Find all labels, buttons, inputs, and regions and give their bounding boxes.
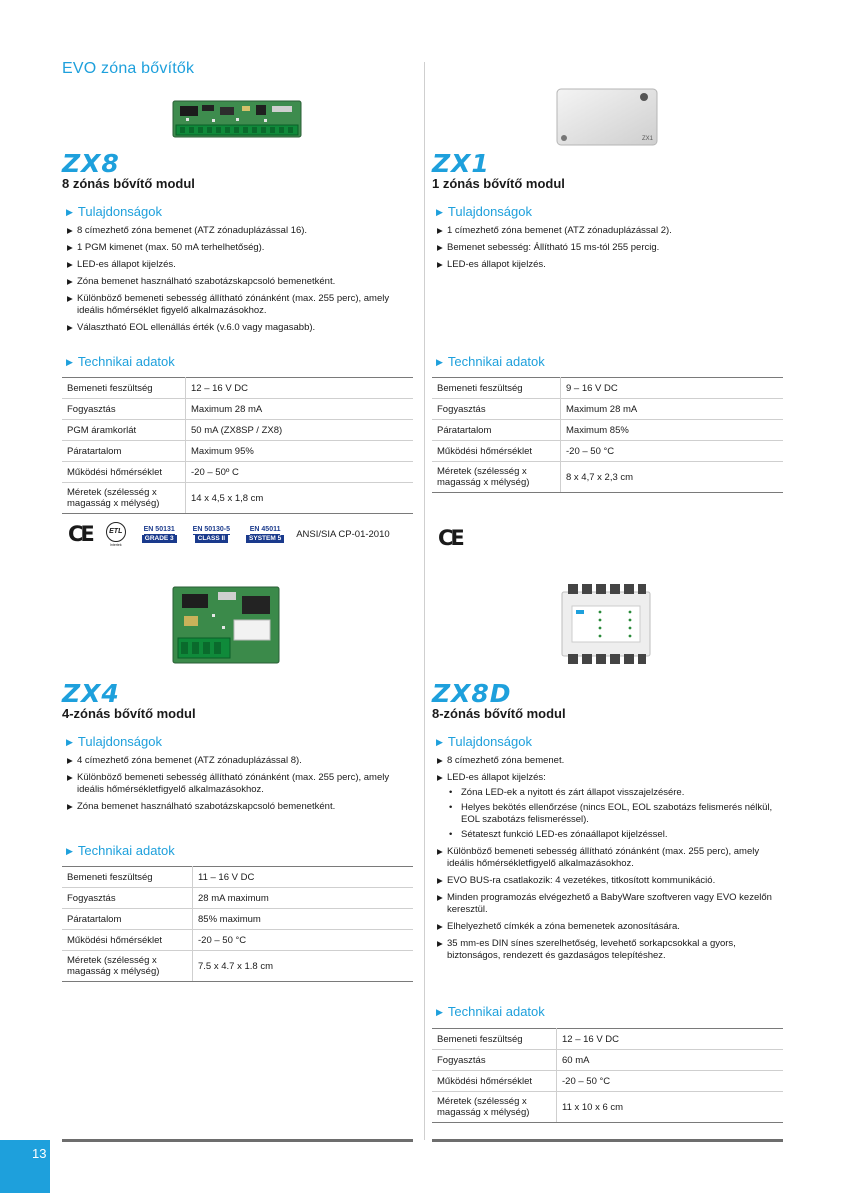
etl-mark-label: ETL bbox=[106, 522, 126, 542]
sub-feature-item: • Helyes bekötés ellenőrzése (nincs EOL, EOL szabotázs felismerés nélkül, EOL szabotázs felismeréssel). bbox=[449, 802, 773, 825]
bullet-triangle-icon: ▶ bbox=[437, 876, 443, 885]
bullet-dot-icon: • bbox=[449, 802, 453, 813]
feature-item: ▶ Elhelyezhető címkék a zóna bemenetek azonosítására. bbox=[437, 921, 680, 932]
feature-item: ▶ 8 címezhető zóna bemenet (ATZ zónaduplázással 16). bbox=[67, 225, 308, 236]
spec-row: Méretek (szélesség x magasság x mélység) 11 x 10 x 6 cm bbox=[432, 1092, 783, 1123]
zx1-spec-heading bbox=[436, 354, 545, 371]
feature-item: ▶ Zóna bemenet használható szabotázskapcsoló bemenetként. bbox=[67, 276, 336, 287]
zx8d-features-heading-label: Tulajdonságok bbox=[447, 734, 532, 749]
feature-item: ▶ LED-es állapot kijelzés. bbox=[67, 259, 176, 270]
page-number: 13 bbox=[32, 1146, 47, 1161]
zx1-enclosure-image bbox=[556, 88, 658, 146]
footer-rule-right bbox=[432, 1139, 783, 1142]
feature-item: ▶ Minden programozás elvégezhető a BabyWare szoftveren vagy EVO kezelőn keresztül. bbox=[437, 892, 772, 915]
bullet-triangle-icon: ▶ bbox=[67, 243, 73, 252]
zx4-spec-heading-label: Technikai adatok bbox=[77, 843, 175, 858]
ce-mark-icon: CE bbox=[68, 522, 92, 546]
en-badge bbox=[193, 526, 230, 543]
zx1-features-list bbox=[437, 225, 782, 276]
zx4-board-image bbox=[172, 586, 280, 664]
spec-row: Fogyasztás 60 mA bbox=[432, 1050, 783, 1071]
page-heading: EVO zóna bővítők bbox=[62, 60, 195, 77]
bullet-dot-icon: • bbox=[449, 787, 453, 798]
zx8-features-heading bbox=[66, 204, 162, 221]
bullet-triangle-icon: ▶ bbox=[437, 773, 443, 782]
spec-row: Páratartalom Maximum 85% bbox=[432, 420, 783, 441]
feature-item: ▶ 8 címezhető zóna bemenet. bbox=[437, 755, 565, 766]
bullet-triangle-icon: ▶ bbox=[67, 802, 73, 811]
spec-row: Működési hőmérséklet -20 – 50 °C bbox=[432, 441, 783, 462]
bullet-triangle-icon: ▶ bbox=[437, 893, 443, 902]
bullet-triangle-icon: ▶ bbox=[437, 260, 443, 269]
sub-feature-item: • Sétateszt funkció LED-es zónaállapot kijelzéssel. bbox=[449, 829, 668, 840]
zx4-features-heading-label: Tulajdonságok bbox=[77, 734, 162, 749]
zx1-features-heading bbox=[436, 204, 532, 221]
zx4-subtitle: 4-zónás bővítő modul bbox=[62, 706, 196, 721]
spec-row: Fogyasztás Maximum 28 mA bbox=[432, 399, 783, 420]
bullet-triangle-icon: ▶ bbox=[67, 260, 73, 269]
feature-item: ▶ LED-es állapot kijelzés: bbox=[437, 772, 546, 783]
zx8-features-list bbox=[67, 225, 412, 339]
caret-right-icon: ▶ bbox=[66, 207, 73, 217]
caret-right-icon: ▶ bbox=[66, 357, 73, 367]
bullet-dot-icon: • bbox=[449, 829, 453, 840]
spec-row: Méretek (szélesség x magasság x mélység) 8 x 4,7 x 2,3 cm bbox=[432, 462, 783, 493]
zx8-features-heading-label: Tulajdonságok bbox=[77, 204, 162, 219]
feature-item: ▶ Különböző bemeneti sebesség állítható zónánként (max. 255 perc), amely ideális hőmérséklet figyelő alkalmazásokhoz. bbox=[67, 293, 390, 316]
spec-row: Bemeneti feszültség 9 – 16 V DC bbox=[432, 378, 783, 399]
spec-row: Működési hőmérséklet -20 – 50 °C bbox=[432, 1071, 783, 1092]
bullet-triangle-icon: ▶ bbox=[437, 756, 443, 765]
spec-row: Bemeneti feszültség 11 – 16 V DC bbox=[62, 867, 413, 888]
spec-row: Működési hőmérséklet -20 – 50º C bbox=[62, 462, 413, 483]
bullet-triangle-icon: ▶ bbox=[67, 323, 73, 332]
en-badge-bottom: CLASS II bbox=[195, 535, 228, 543]
ansi-standard: ANSI/SIA CP-01-2010 bbox=[296, 528, 390, 540]
zx4-features-list bbox=[67, 755, 412, 818]
spec-row: Fogyasztás Maximum 28 mA bbox=[62, 399, 413, 420]
spec-row: Bemeneti feszültség 12 – 16 V DC bbox=[432, 1029, 783, 1050]
bullet-triangle-icon: ▶ bbox=[67, 226, 73, 235]
feature-item: ▶ 35 mm-es DIN sínes szerelhetőség, levehető sorkapcsokkal a gyors, biztonságos, rendezett és gazdaságos telepítéshez. bbox=[437, 938, 736, 961]
zx8d-spec-heading-label: Technikai adatok bbox=[447, 1004, 545, 1019]
zx8d-subtitle: 8-zónás bővítő modul bbox=[432, 706, 566, 721]
feature-item: ▶ Különböző bemeneti sebesség állítható zónánként (max. 255 perc), amely ideális hőmérsékletfigyelő alkalmazásokhoz. bbox=[67, 772, 390, 795]
en-badge-bottom: GRADE 3 bbox=[142, 535, 177, 543]
feature-item: ▶ Választható EOL ellenállás érték (v.6.0 vagy magasabb). bbox=[67, 322, 316, 333]
sub-feature-item: • Zóna LED-ek a nyitott és zárt állapot visszajelzésére. bbox=[449, 787, 685, 798]
zx8-spec-table bbox=[62, 377, 413, 514]
spec-row: Fogyasztás 28 mA maximum bbox=[62, 888, 413, 909]
feature-item: ▶ LED-es állapot kijelzés. bbox=[437, 259, 546, 270]
zx8-code: ZX8 bbox=[62, 149, 120, 178]
caret-right-icon: ▶ bbox=[66, 846, 73, 856]
feature-item: ▶ 4 címezhető zóna bemenet (ATZ zónaduplázással 8). bbox=[67, 755, 302, 766]
caret-right-icon: ▶ bbox=[436, 1007, 443, 1017]
zx8-spec-heading-label: Technikai adatok bbox=[77, 354, 175, 369]
bullet-triangle-icon: ▶ bbox=[67, 277, 73, 286]
etl-mark-icon bbox=[106, 522, 126, 547]
bullet-triangle-icon: ▶ bbox=[67, 294, 73, 303]
feature-item: ▶ 1 címezhető zóna bemenet (ATZ zónaduplázással 2). bbox=[437, 225, 672, 236]
zx8d-spec-table bbox=[432, 1028, 783, 1123]
zx1-spec-heading-label: Technikai adatok bbox=[447, 354, 545, 369]
en-badge-top: EN 45011 bbox=[249, 525, 281, 533]
zx1-code: ZX1 bbox=[432, 149, 490, 178]
zx8d-features-heading bbox=[436, 734, 532, 751]
zx1-device-label: ZX1 bbox=[642, 136, 654, 142]
spec-row: Bemeneti feszültség 12 – 16 V DC bbox=[62, 378, 413, 399]
zx8-spec-heading bbox=[66, 354, 175, 371]
zx1-features-heading-label: Tulajdonságok bbox=[447, 204, 532, 219]
en-badge-top: EN 50130-5 bbox=[192, 525, 231, 533]
zx8-subtitle: 8 zónás bővítő modul bbox=[62, 176, 195, 191]
footer-rule-left bbox=[62, 1139, 413, 1142]
bullet-triangle-icon: ▶ bbox=[67, 773, 73, 782]
spec-row: Működési hőmérséklet -20 – 50 °C bbox=[62, 930, 413, 951]
ce-mark-icon: CE bbox=[438, 526, 462, 550]
column-divider bbox=[424, 62, 425, 1140]
etl-mark-sub: Intertek bbox=[109, 542, 122, 547]
zx4-spec-heading bbox=[66, 843, 175, 860]
bullet-triangle-icon: ▶ bbox=[437, 226, 443, 235]
zx8d-features-list bbox=[437, 755, 782, 967]
en-badge bbox=[142, 526, 177, 543]
zx8d-code: ZX8D bbox=[432, 679, 512, 708]
bullet-triangle-icon: ▶ bbox=[437, 243, 443, 252]
bullet-triangle-icon: ▶ bbox=[437, 922, 443, 931]
zx4-spec-table bbox=[62, 866, 413, 982]
spec-row: PGM áramkorlát 50 mA (ZX8SP / ZX8) bbox=[62, 420, 413, 441]
zx4-code: ZX4 bbox=[62, 679, 120, 708]
caret-right-icon: ▶ bbox=[436, 737, 443, 747]
en-badge bbox=[246, 526, 284, 543]
caret-right-icon: ▶ bbox=[436, 357, 443, 367]
feature-item: ▶ Zóna bemenet használható szabotázskapcsoló bemenetként. bbox=[67, 801, 336, 812]
zx1-certifications bbox=[438, 524, 462, 552]
caret-right-icon: ▶ bbox=[436, 207, 443, 217]
zx1-spec-table bbox=[432, 377, 783, 493]
zx8-certifications bbox=[68, 520, 390, 548]
spec-row: Páratartalom 85% maximum bbox=[62, 909, 413, 930]
feature-item: ▶ Bemenet sebesség: Állítható 15 ms-tól 255 percig. bbox=[437, 242, 660, 253]
spec-row: Méretek (szélesség x magasság x mélység) 7.5 x 4.7 x 1.8 cm bbox=[62, 951, 413, 982]
bullet-triangle-icon: ▶ bbox=[67, 756, 73, 765]
feature-item: ▶ EVO BUS-ra csatlakozik: 4 vezetékes, titkosított kommunikáció. bbox=[437, 875, 716, 886]
en-badge-top: EN 50131 bbox=[143, 525, 175, 533]
zx8d-din-module-image bbox=[560, 582, 652, 666]
zx8d-spec-heading bbox=[436, 1004, 545, 1021]
en-badge-bottom: SYSTEM 5 bbox=[246, 535, 284, 543]
bullet-triangle-icon: ▶ bbox=[437, 939, 443, 948]
zx1-subtitle: 1 zónás bővítő modul bbox=[432, 176, 565, 191]
spec-row: Páratartalom Maximum 95% bbox=[62, 441, 413, 462]
spec-row: Méretek (szélesség x magasság x mélység) 14 x 4,5 x 1,8 cm bbox=[62, 483, 413, 514]
zx8-board-image bbox=[172, 98, 302, 140]
caret-right-icon: ▶ bbox=[66, 737, 73, 747]
bullet-triangle-icon: ▶ bbox=[437, 847, 443, 856]
feature-item: ▶ 1 PGM kimenet (max. 50 mA terhelhetőség). bbox=[67, 242, 265, 253]
feature-item: ▶ Különböző bemeneti sebesség állítható zónánként (max. 255 perc), amely ideális hőmérsékletfigyelő alkalmazásokhoz. bbox=[437, 846, 760, 869]
zx4-features-heading bbox=[66, 734, 162, 751]
